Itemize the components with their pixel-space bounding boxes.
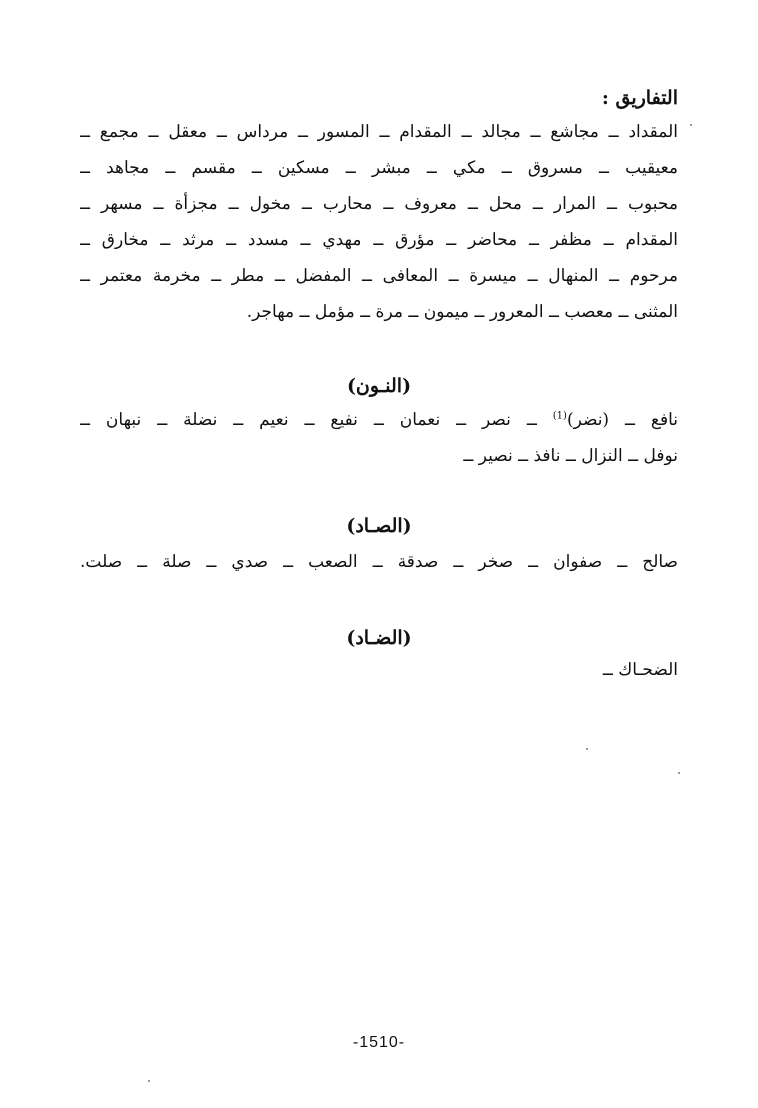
nun-line-1 — [80, 402, 678, 438]
tafariq-line-3: محبوب ــ المرار ــ محل ــ معروف ــ محارب ــ مخول ــ مجزأة ــ مسهر ــ — [80, 194, 678, 214]
sad-line: صالح ــ صفوان ــ صخر ــ صدقة ــ الصعب ــ صدي ــ صلة ــ صلت. — [80, 552, 678, 572]
page-number: -1510- — [352, 1034, 406, 1051]
dad-section-title: (الضـاد) — [346, 627, 412, 649]
dad-line: الضحـاك ــ — [602, 660, 678, 680]
tafariq-heading: التفاريق : — [601, 87, 678, 109]
nun-names-block — [80, 402, 678, 474]
tafariq-line-2: معيقيب ــ مسروق ــ مكي ــ مبشر ــ مسكين ــ مقسم ــ مجاهد ــ — [80, 158, 678, 178]
scan-speck — [690, 124, 692, 126]
nun-section-title: (النـون) — [346, 375, 412, 397]
sad-names-block — [80, 544, 678, 580]
scan-speck — [586, 748, 588, 750]
nun-line-1-start: نافع ــ (نضر) — [566, 410, 678, 430]
tafariq-names-block — [80, 114, 678, 330]
tafariq-line-1: المقداد ــ مجاشع ــ مجالد ــ المقدام ــ المسور ــ مرداس ــ معقل ــ مجمع ــ — [80, 122, 678, 142]
dad-names-block — [80, 652, 678, 688]
sad-section-title: (الصـاد) — [346, 515, 412, 537]
footnote-ref-1: (1) — [552, 410, 567, 422]
tafariq-line-6: المثنى ــ معصب ــ المعرور ــ ميمون ــ مرة ــ مؤمل ــ مهاجر. — [246, 302, 678, 322]
nun-line-2: نوفل ــ النزال ــ نافذ ــ نصير ــ — [463, 446, 678, 466]
tafariq-line-4: المقدام ــ مظفر ــ محاضر ــ مؤرق ــ مهدي ــ مسدد ــ مرثد ــ مخارق ــ — [80, 230, 678, 250]
nun-line-1-rest: ــ نصر ــ نعمان ــ نفيع ــ نعيم ــ نضلة ــ نبهان ــ — [80, 410, 553, 430]
tafariq-line-5: مرحوم ــ المنهال ــ ميسرة ــ المعافى ــ المفضل ــ مطر ــ مخرمة معتمر ــ — [80, 266, 678, 286]
scan-speck — [678, 772, 680, 774]
scan-speck — [148, 1080, 150, 1082]
